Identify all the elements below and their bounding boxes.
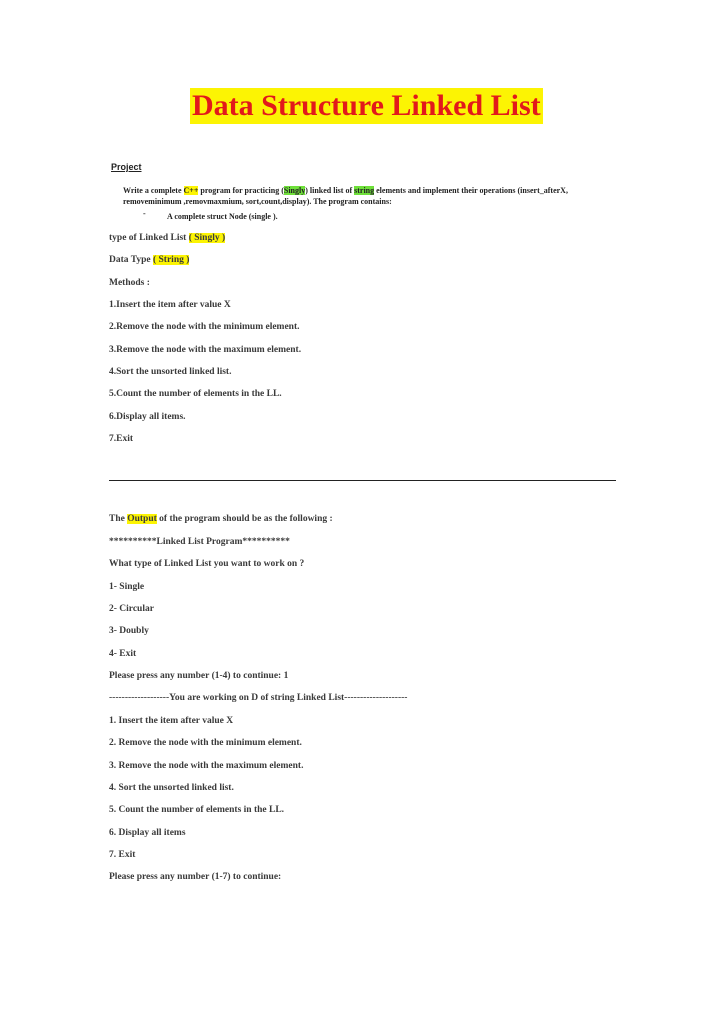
output-line: Please press any number (1-7) to continue:	[109, 872, 282, 882]
output-line: **********Linked List Program**********	[109, 537, 290, 547]
data-type-label: Data Type	[109, 255, 153, 265]
output-intro-post: of the program should be as the following :	[156, 514, 333, 524]
output-line: 4- Exit	[109, 649, 137, 659]
project-description	[123, 185, 613, 207]
type-label: type of Linked List	[109, 233, 189, 243]
output-line: What type of Linked List you want to work on ?	[109, 559, 305, 569]
cpp-highlight: C++	[183, 186, 199, 195]
output-line: 5. Count the number of elements in the LL.	[109, 805, 285, 815]
data-type-value: ( String )	[152, 255, 190, 265]
type-value: ( Singly )	[188, 233, 226, 243]
output-line: 2. Remove the node with the minimum element.	[109, 738, 302, 748]
bullet-marker: -	[143, 209, 146, 218]
output-line: 7. Exit	[109, 850, 136, 860]
data-type-line	[109, 255, 189, 265]
bullet-text: A complete struct Node (single ).	[167, 212, 278, 221]
method-item: 5.Count the number of elements in the LL.	[109, 389, 282, 399]
output-line: Please press any number (1-4) to continue: 1	[109, 671, 289, 681]
output-intro-pre: The	[109, 514, 128, 524]
desc-part-4: elements and implement their operations (insert_afterX, removeminimum ,removmaxmium, sort,count,display). The program contains:	[123, 186, 568, 206]
horizontal-divider	[109, 480, 616, 481]
project-heading: Project	[111, 162, 142, 172]
output-line: -------------------You are working on D of string Linked List--------------------	[109, 693, 408, 703]
output-line: 1. Insert the item after value X	[109, 716, 234, 726]
method-item: 3.Remove the node with the maximum element.	[109, 345, 302, 355]
output-highlight: Output	[127, 514, 157, 524]
output-line: 3- Doubly	[109, 626, 149, 636]
linked-list-type-line	[109, 233, 225, 243]
method-item: 1.Insert the item after value X	[109, 300, 231, 310]
method-item: 2.Remove the node with the minimum element.	[109, 322, 300, 332]
output-line: 3. Remove the node with the maximum element.	[109, 761, 304, 771]
output-intro	[109, 514, 333, 524]
method-item: 4.Sort the unsorted linked list.	[109, 367, 232, 377]
document-title: Data Structure Linked List	[192, 89, 541, 122]
desc-part-3: ) linked list of	[305, 186, 355, 195]
output-line: 6. Display all items	[109, 828, 186, 838]
output-line: 2- Circular	[109, 604, 154, 614]
method-item: 7.Exit	[109, 434, 134, 444]
output-line: 1- Single	[109, 582, 145, 592]
methods-heading: Methods :	[109, 278, 150, 288]
string-highlight: string	[354, 186, 375, 195]
desc-part-2: program for practicing (	[198, 186, 284, 195]
desc-part-1: Write a complete	[123, 186, 184, 195]
method-item: 6.Display all items.	[109, 412, 186, 422]
output-line: 4. Sort the unsorted linked list.	[109, 783, 234, 793]
singly-highlight: Singly	[283, 186, 306, 195]
